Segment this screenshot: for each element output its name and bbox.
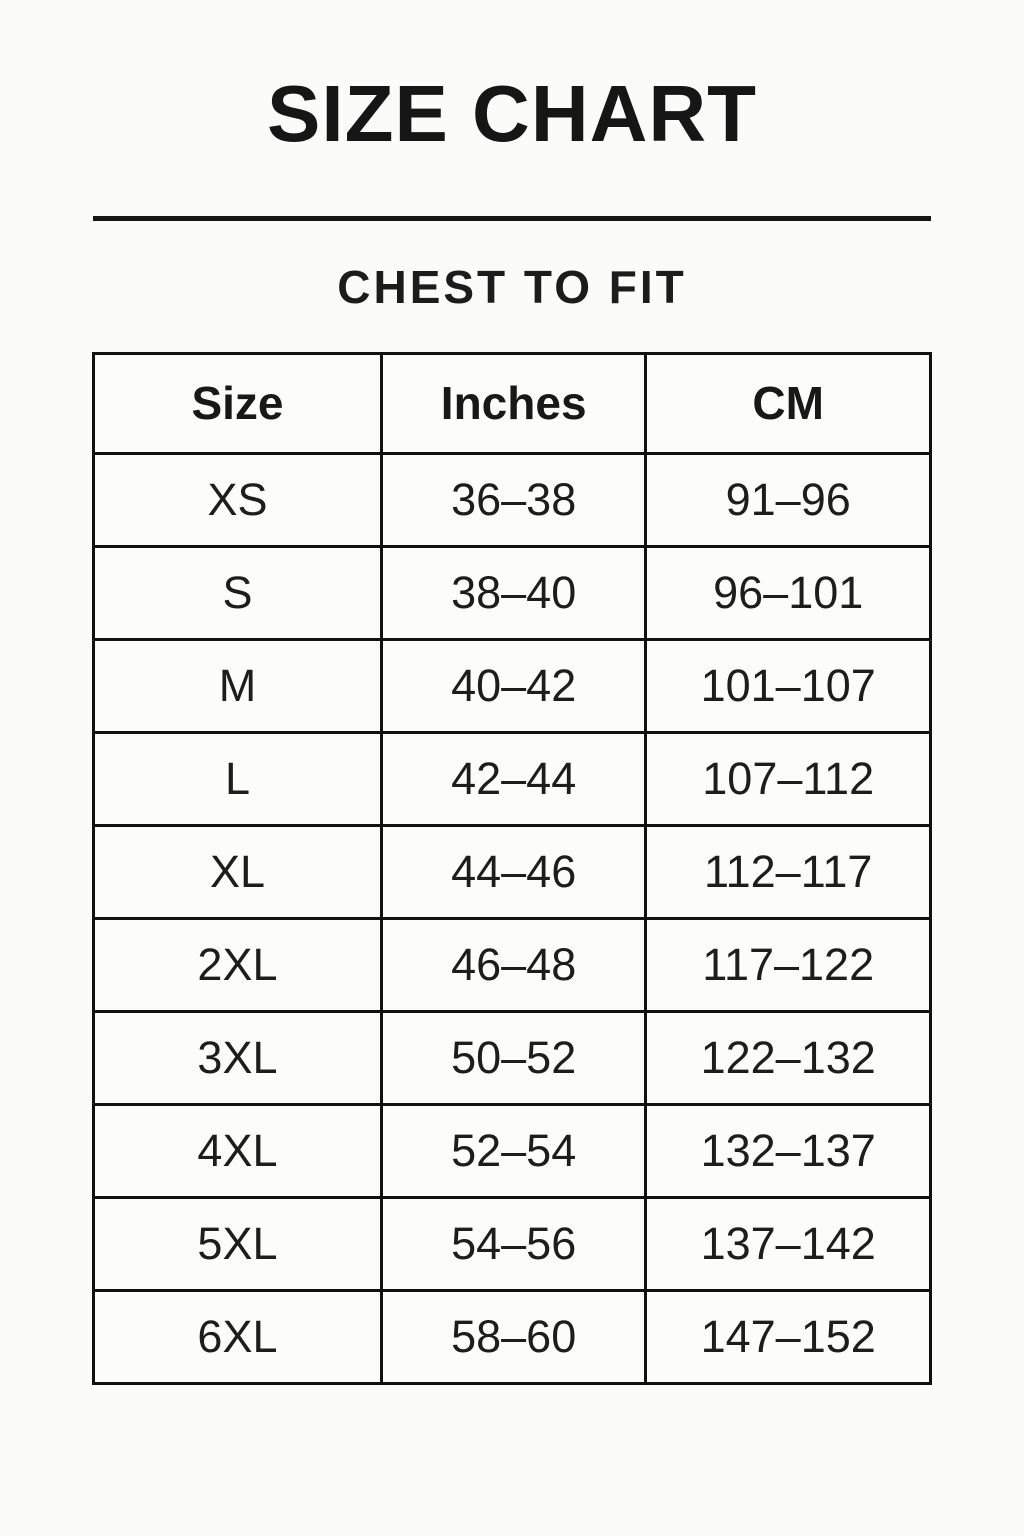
table-header-row (94, 353, 931, 453)
table-row (94, 732, 931, 825)
size-cell: 6XL (94, 1290, 382, 1383)
inches-cell: 52–54 (381, 1104, 645, 1197)
size-cell: 5XL (94, 1197, 382, 1290)
cm-cell: 112–117 (646, 825, 931, 918)
table-row (94, 1011, 931, 1104)
size-cell: 2XL (94, 918, 382, 1011)
size-cell: XS (94, 453, 382, 546)
table-row (94, 918, 931, 1011)
inches-cell: 40–42 (381, 639, 645, 732)
cm-cell: 96–101 (646, 546, 931, 639)
size-cell: 4XL (94, 1104, 382, 1197)
cm-cell: 137–142 (646, 1197, 931, 1290)
inches-cell: 42–44 (381, 732, 645, 825)
table-row (94, 825, 931, 918)
table-row (94, 1197, 931, 1290)
table-body (94, 453, 931, 1383)
cm-cell: 122–132 (646, 1011, 931, 1104)
size-cell: L (94, 732, 382, 825)
size-cell: S (94, 546, 382, 639)
inches-cell: 36–38 (381, 453, 645, 546)
size-cell: 3XL (94, 1011, 382, 1104)
inches-cell: 44–46 (381, 825, 645, 918)
page-title: SIZE CHART (267, 69, 757, 158)
column-header-inches: Inches (381, 353, 645, 453)
inches-cell: 46–48 (381, 918, 645, 1011)
size-table (92, 352, 932, 1385)
table-row (94, 1104, 931, 1197)
table-row (94, 546, 931, 639)
cm-cell: 107–112 (646, 732, 931, 825)
table-row (94, 453, 931, 546)
cm-cell: 101–107 (646, 639, 931, 732)
inches-cell: 58–60 (381, 1290, 645, 1383)
inches-cell: 54–56 (381, 1197, 645, 1290)
page-subtitle: CHEST TO FIT (337, 261, 687, 313)
column-header-cm: CM (646, 353, 931, 453)
cm-cell: 117–122 (646, 918, 931, 1011)
inches-cell: 38–40 (381, 546, 645, 639)
cm-cell: 132–137 (646, 1104, 931, 1197)
cm-cell: 91–96 (646, 453, 931, 546)
cm-cell: 147–152 (646, 1290, 931, 1383)
inches-cell: 50–52 (381, 1011, 645, 1104)
title-divider (93, 216, 931, 221)
table-row (94, 1290, 931, 1383)
table-row (94, 639, 931, 732)
size-cell: M (94, 639, 382, 732)
size-cell: XL (94, 825, 382, 918)
column-header-size: Size (94, 353, 382, 453)
